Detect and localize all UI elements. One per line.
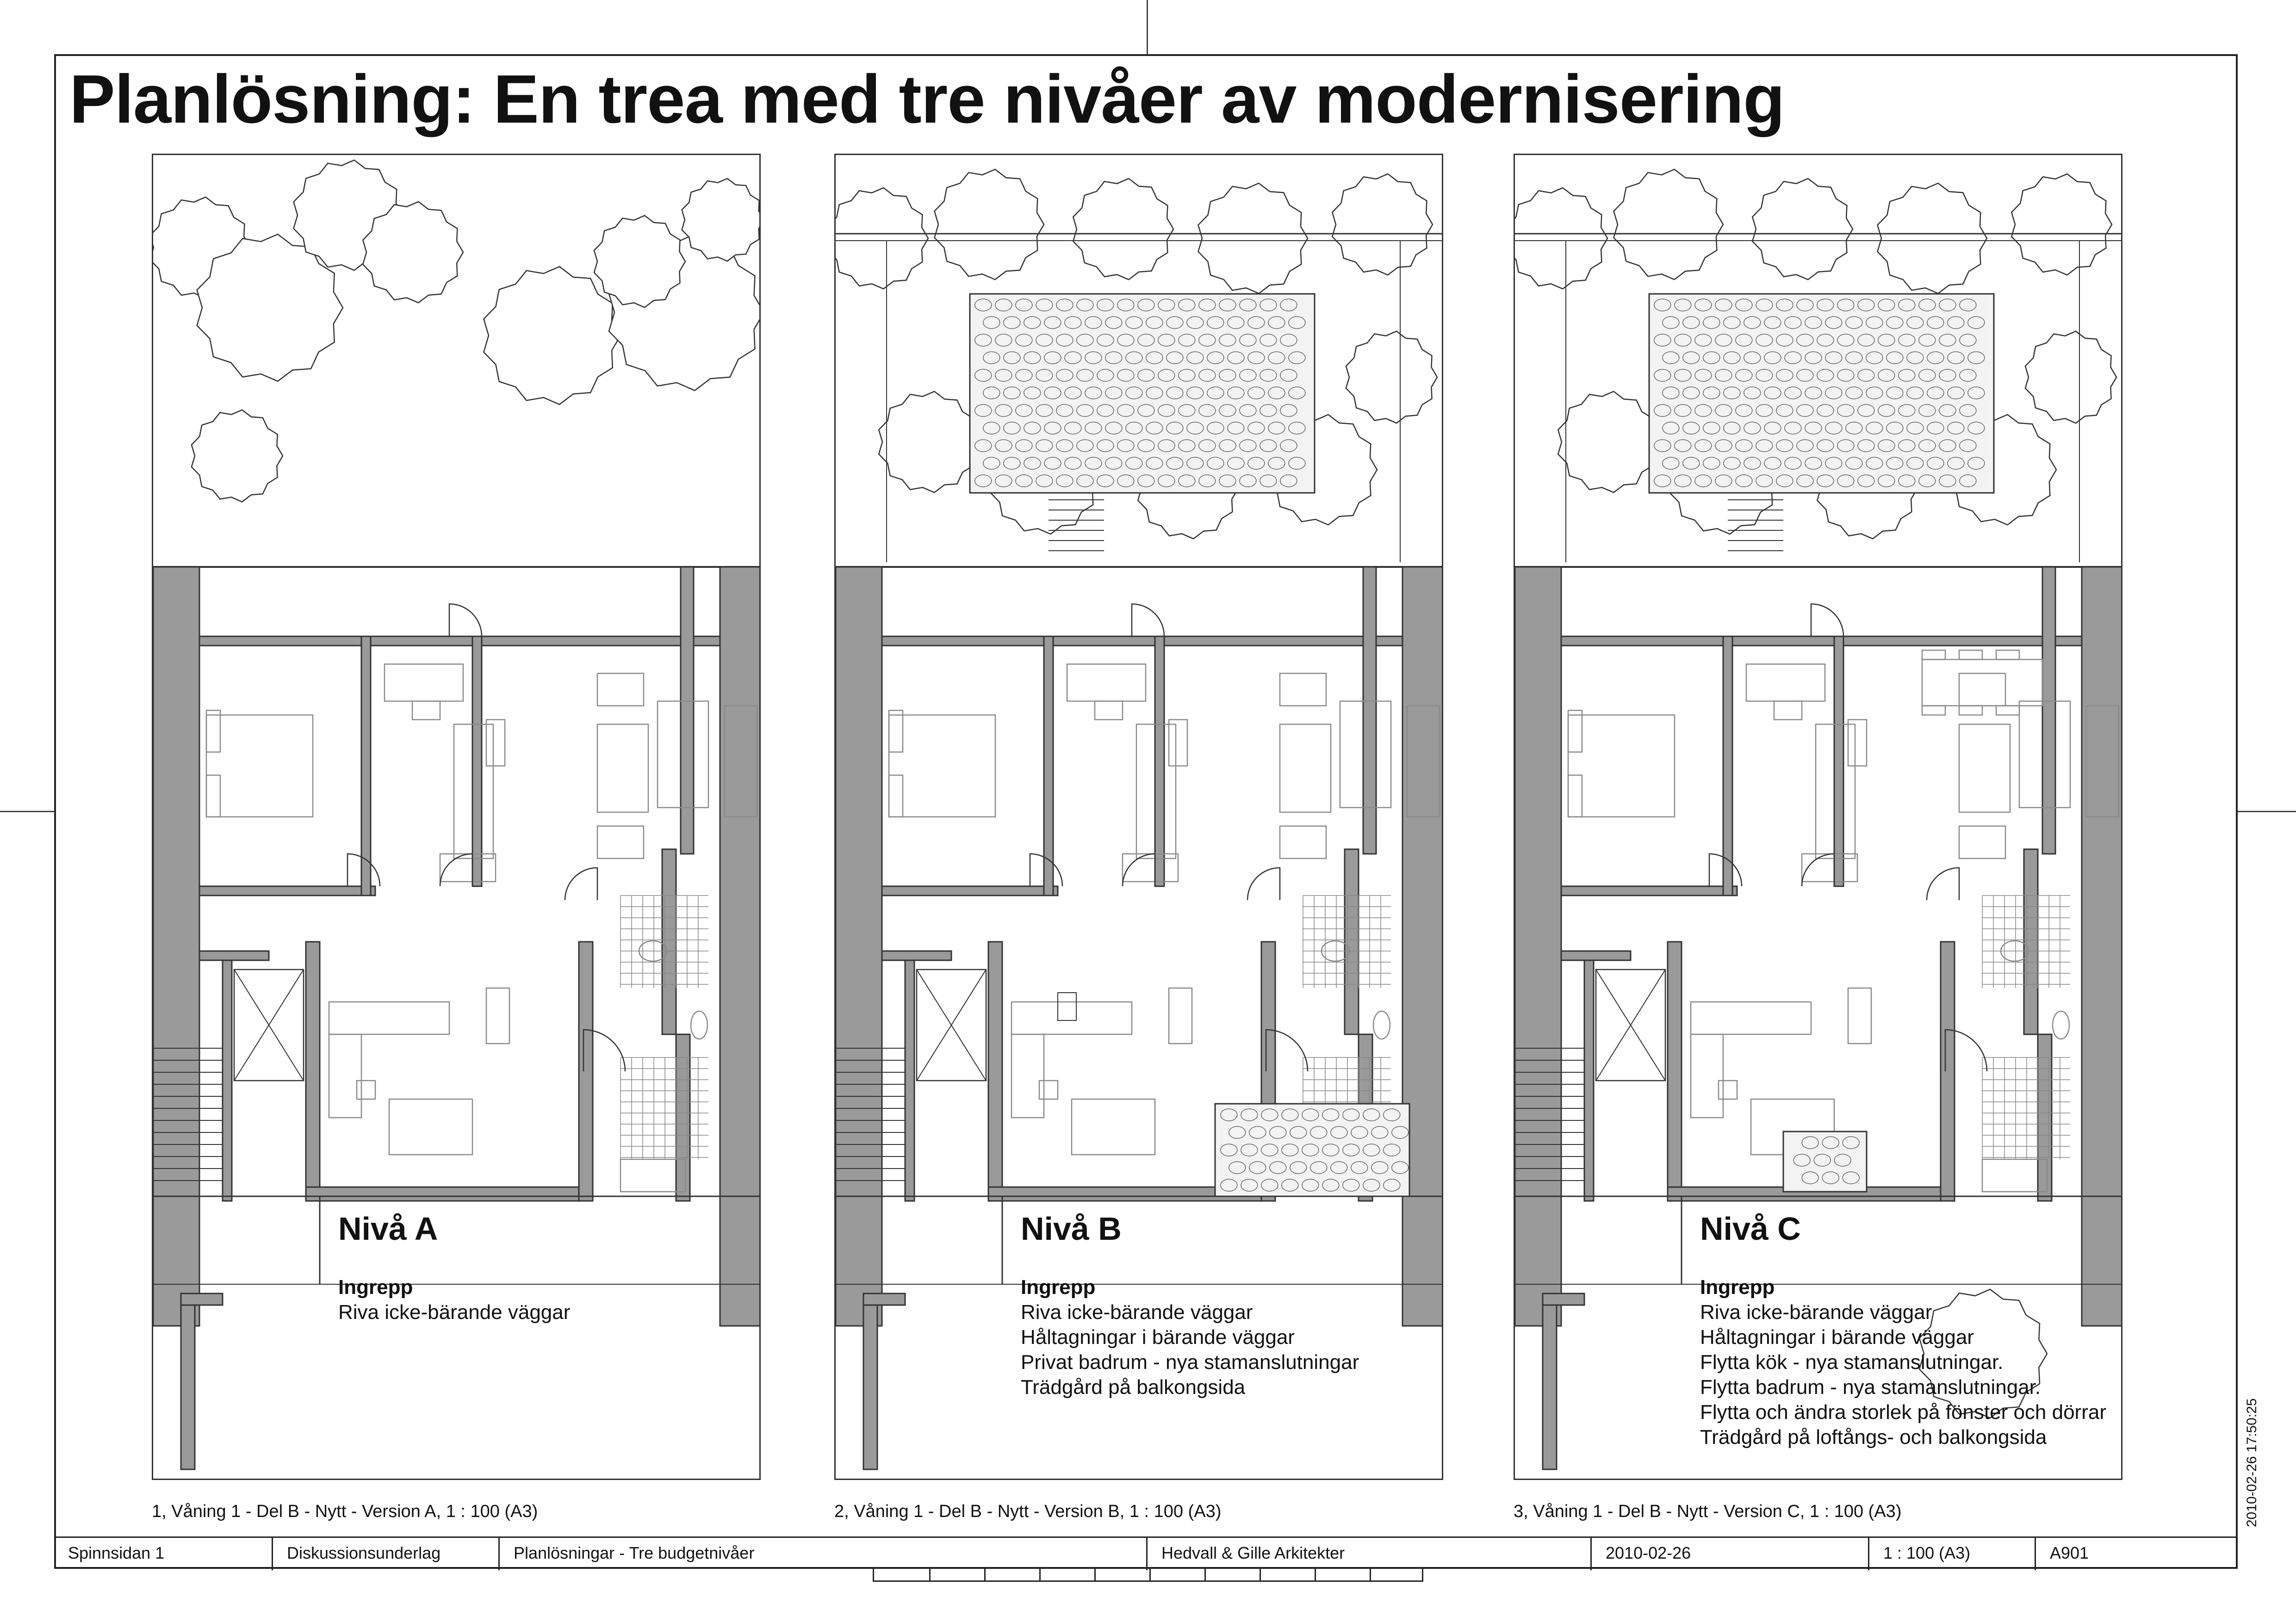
furniture xyxy=(357,1081,375,1099)
wall xyxy=(472,636,482,886)
wall xyxy=(863,1293,905,1305)
intervention-item: Flytta och ändra storlek på fönster och dörrar xyxy=(1700,1401,2106,1424)
door-swing xyxy=(1247,868,1280,900)
floor-plan-panel-c xyxy=(1514,154,2122,1480)
wall xyxy=(579,942,593,1201)
tree-outline xyxy=(2025,331,2116,423)
intervention-list xyxy=(1021,1275,1359,1400)
intervention-item: Flytta kök - nya stamanslutningar. xyxy=(1700,1351,2004,1374)
furniture xyxy=(1996,706,2019,715)
wall xyxy=(905,960,914,1201)
wall xyxy=(1561,951,1631,960)
wall xyxy=(361,636,371,895)
drawing-caption-c: 3, Våning 1 - Del B - Nytt - Version C, 1 : 100 (A3) xyxy=(1514,1502,1902,1521)
drawing-caption-b: 2, Våning 1 - Del B - Nytt - Version B, 1 : 100 (A3) xyxy=(834,1502,1222,1521)
wall xyxy=(1834,636,1843,886)
door-swing xyxy=(1927,868,1959,900)
furniture xyxy=(1011,1034,1044,1118)
wall xyxy=(1515,567,1561,1326)
washbasin xyxy=(1373,1011,1390,1039)
furniture xyxy=(1922,659,2042,706)
title-block-project: Spinnsidan 1 xyxy=(68,1543,165,1562)
stove xyxy=(1058,993,1076,1020)
furniture xyxy=(486,720,505,766)
furniture xyxy=(1691,1034,1723,1118)
wall xyxy=(1723,636,1732,895)
wall xyxy=(1543,1293,1584,1305)
wall xyxy=(223,960,232,1201)
furniture xyxy=(597,673,644,706)
tree-outline xyxy=(682,179,761,261)
furniture xyxy=(1959,724,2010,812)
level-title: Nivå C xyxy=(1700,1211,1801,1247)
furniture xyxy=(389,1099,472,1155)
wall xyxy=(988,942,1002,1196)
furniture xyxy=(1959,673,2005,706)
furniture xyxy=(1568,715,1675,817)
door-swing xyxy=(1811,604,1843,636)
furniture xyxy=(1959,650,1982,659)
sheet-center-mark-right xyxy=(2238,811,2296,812)
tree-outline xyxy=(484,267,621,404)
wall xyxy=(1543,1293,1557,1469)
tree-outline xyxy=(1878,183,1987,293)
intervention-heading: Ingrepp xyxy=(1021,1276,1096,1299)
stone-terrace xyxy=(1215,1104,1409,1196)
floor-plan-panel-b xyxy=(834,154,1443,1480)
wall xyxy=(2042,567,2055,854)
wall xyxy=(2024,849,2038,1034)
wall xyxy=(836,567,882,1326)
wall xyxy=(2038,1034,2052,1201)
wall xyxy=(153,567,199,1326)
furniture xyxy=(1039,1081,1058,1099)
furniture xyxy=(1996,650,2019,659)
furniture xyxy=(1719,1081,1737,1099)
wall xyxy=(1402,567,1443,1326)
title-block-type: Diskussionsunderlag xyxy=(272,1538,498,1570)
wall xyxy=(1155,636,1164,886)
wall xyxy=(1584,960,1594,1201)
furniture xyxy=(1922,706,1945,715)
wall xyxy=(720,567,761,1326)
wall xyxy=(1561,886,1737,895)
wall xyxy=(306,1187,593,1201)
furniture xyxy=(329,1002,449,1034)
wall xyxy=(681,567,694,854)
furniture xyxy=(329,1034,361,1118)
intervention-item: Trädgård på loftångs- och balkongsida xyxy=(1700,1426,2047,1449)
door-swing xyxy=(1132,604,1164,636)
tree-outline xyxy=(1346,331,1437,423)
wall xyxy=(1561,636,2082,646)
washbasin xyxy=(2053,1011,2069,1039)
title-block xyxy=(54,1536,2238,1569)
furniture xyxy=(1959,826,2005,858)
furniture xyxy=(1746,664,1825,701)
tree-outline xyxy=(1614,169,1724,280)
furniture xyxy=(597,826,644,858)
tree-outline xyxy=(192,410,283,502)
furniture xyxy=(1095,701,1123,720)
wall xyxy=(882,636,1402,646)
furniture xyxy=(1568,710,1582,752)
floor-plan-panel-a xyxy=(152,154,761,1480)
tree-outline xyxy=(836,188,928,289)
tree-outline xyxy=(1752,179,1853,280)
wall xyxy=(2082,567,2122,1326)
tree-outline xyxy=(1332,174,1433,275)
tree-outline xyxy=(2011,174,2112,275)
intervention-item: Riva icke-bärande väggar xyxy=(1021,1301,1253,1324)
furniture xyxy=(1848,720,1867,766)
wall xyxy=(181,1293,195,1469)
level-title: Nivå A xyxy=(338,1211,438,1247)
furniture xyxy=(1072,1099,1155,1155)
furniture xyxy=(1169,988,1192,1044)
tree-outline xyxy=(1073,179,1173,280)
wall xyxy=(863,1293,877,1469)
title-block-scale: 1 : 100 (A3) xyxy=(1868,1538,2035,1570)
wall xyxy=(1668,942,1682,1196)
title-block-architect: Hedvall & Gille Arkitekter xyxy=(1146,1538,1590,1570)
furniture xyxy=(1568,775,1582,817)
wall xyxy=(882,886,1058,895)
furniture xyxy=(206,775,220,817)
washbasin xyxy=(691,1011,707,1039)
wall xyxy=(306,942,320,1196)
intervention-item: Riva icke-bärande väggar xyxy=(1700,1301,1932,1324)
furniture xyxy=(1280,826,1326,858)
furniture xyxy=(206,710,220,752)
drawing-caption-a: 1, Våning 1 - Del B - Nytt - Version A, 1 : 100 (A3) xyxy=(152,1502,538,1521)
wall xyxy=(1345,849,1359,1034)
furniture xyxy=(1067,664,1146,701)
level-title: Nivå B xyxy=(1021,1211,1122,1247)
furniture xyxy=(385,664,463,701)
intervention-item: Håltagningar i bärande väggar xyxy=(1021,1326,1295,1349)
sheet-title: Planlösning: En trea med tre nivåer av modernisering xyxy=(69,61,1785,137)
stone-terrace xyxy=(1783,1132,1867,1192)
wall xyxy=(1941,942,1955,1201)
wall xyxy=(1363,567,1376,854)
title-block-description: Planlösningar - Tre budgetnivåer xyxy=(498,1538,1146,1570)
title-block-sheet-number: A901 xyxy=(2035,1538,2236,1570)
sheet-center-mark-top xyxy=(1147,0,1148,54)
wall xyxy=(181,1293,223,1305)
furniture xyxy=(206,715,313,817)
tree-outline xyxy=(1515,188,1607,289)
furniture xyxy=(1169,720,1187,766)
furniture xyxy=(1011,1002,1132,1034)
tree-outline xyxy=(1558,392,1658,492)
revision-strip xyxy=(873,1569,1423,1582)
wall xyxy=(199,636,720,646)
furniture xyxy=(1774,701,1802,720)
furniture xyxy=(412,701,440,720)
furniture xyxy=(889,715,995,817)
furniture xyxy=(1280,673,1326,706)
wall xyxy=(676,1034,690,1201)
intervention-item: Riva icke-bärande väggar xyxy=(338,1301,571,1324)
furniture xyxy=(1691,1002,1811,1034)
tree-outline xyxy=(879,392,979,492)
furniture xyxy=(889,710,903,752)
intervention-heading: Ingrepp xyxy=(338,1276,413,1299)
furniture xyxy=(889,775,903,817)
furniture xyxy=(1959,706,1982,715)
tree-outline xyxy=(1198,183,1308,293)
door-swing xyxy=(565,868,597,900)
wall xyxy=(199,951,269,960)
furniture xyxy=(1922,650,1945,659)
furniture xyxy=(597,724,648,812)
intervention-list xyxy=(338,1275,570,1325)
tree-outline xyxy=(935,169,1044,280)
wall xyxy=(882,951,951,960)
intervention-item: Flytta badrum - nya stamanslutningar. xyxy=(1700,1376,2041,1399)
furniture xyxy=(486,988,509,1044)
intervention-item: Privat badrum - nya stamanslutningar xyxy=(1021,1351,1359,1374)
intervention-item: Trädgård på balkongsida xyxy=(1021,1376,1246,1399)
wall xyxy=(199,886,375,895)
intervention-heading: Ingrepp xyxy=(1700,1276,1775,1299)
tree-outline xyxy=(363,202,463,303)
print-timestamp: 2010-02-26 17:50:25 xyxy=(2244,1398,2259,1527)
wall xyxy=(662,849,676,1034)
intervention-list xyxy=(1700,1275,2106,1450)
intervention-item: Håltagningar i bärande väggar xyxy=(1700,1326,1974,1349)
sheet-center-mark-left xyxy=(0,811,54,812)
furniture xyxy=(1848,988,1871,1044)
furniture xyxy=(1280,724,1331,812)
title-block-date: 2010-02-26 xyxy=(1590,1538,1868,1570)
wall xyxy=(1044,636,1053,895)
door-swing xyxy=(449,604,482,636)
